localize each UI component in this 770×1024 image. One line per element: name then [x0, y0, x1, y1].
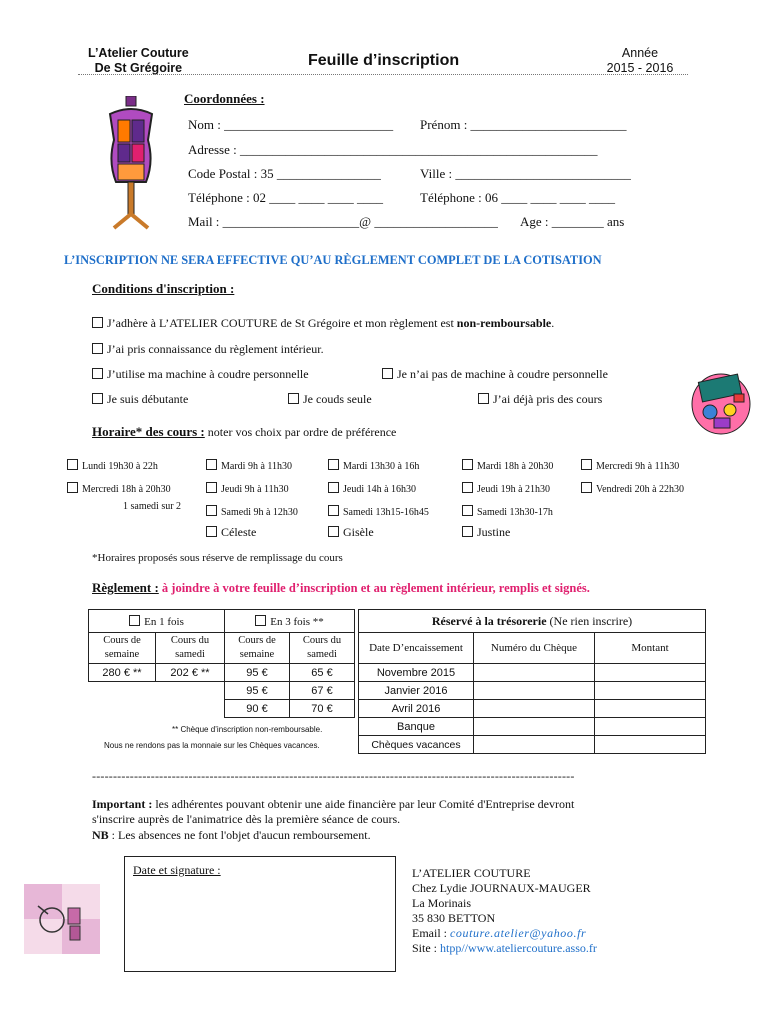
teacher-celeste[interactable]: [206, 525, 256, 540]
nb-text: : Les absences ne font l'objet d'aucun remboursement.: [108, 828, 371, 842]
reglement-text: à joindre à votre feuille d’inscription et au règlement intérieur, remplis et signés.: [158, 581, 590, 595]
horaire-heading: Horaire* des cours :: [92, 424, 205, 439]
price-3x-semaine: 95 €: [225, 664, 290, 682]
montant-cell: [595, 682, 706, 700]
col-semaine: Cours de semaine: [89, 633, 156, 664]
tresorerie-title-bold: Réservé à la trésorerie: [431, 613, 547, 628]
condition-deja-cours-text: J’ai déjà pris des cours: [493, 392, 603, 406]
slot-lundi[interactable]: [67, 459, 158, 472]
non-remboursable-text: non-remboursable: [456, 316, 552, 330]
important-text: les adhérentes pouvant obtenir une aide financière par leur Comité d'Entreprise devront: [152, 797, 575, 811]
telephone-fixe-field[interactable]: Téléphone : 02 ____ ____ ____ ____: [188, 190, 383, 205]
important-label: Important :: [92, 797, 153, 811]
teacher-label: Gisèle: [343, 525, 374, 539]
montant-cell: [595, 718, 706, 736]
checkbox[interactable]: [581, 482, 592, 493]
slot-mardi-13h30[interactable]: [328, 459, 419, 472]
slot-label: Mardi 9h à 11h30: [221, 461, 293, 472]
slot-mercredi-18h[interactable]: [67, 482, 171, 495]
mail-field[interactable]: Mail : _____________________@ ___________________: [188, 214, 498, 229]
checkbox[interactable]: [328, 526, 339, 537]
col-samedi-3x: Cours du samedi: [290, 633, 355, 664]
cheque-vacances-note: Nous ne rendons pas la monnaie sur les Chèques vacances.: [104, 741, 320, 750]
adresse-field[interactable]: Adresse : _______________________________________________________: [188, 142, 598, 157]
checkbox[interactable]: [67, 459, 78, 470]
checkbox[interactable]: [462, 526, 473, 537]
condition-machine-perso-text: J’utilise ma machine à coudre personnelle: [107, 367, 309, 381]
numero-cell: [474, 682, 595, 700]
tresorerie-table: [358, 609, 706, 754]
slot-label: Samedi 9h à 12h30: [221, 507, 298, 518]
condition-deja-cours[interactable]: [478, 392, 602, 407]
tresorerie-row-label: Banque: [359, 718, 474, 736]
ville-field[interactable]: Ville : ___________________________: [420, 166, 631, 181]
condition-debutante-text: Je suis débutante: [107, 392, 189, 406]
email-link[interactable]: couture.atelier@yahoo.fr: [450, 926, 587, 940]
prenom-field[interactable]: Prénom : ________________________: [420, 117, 627, 132]
col-montant: Montant: [595, 633, 706, 664]
slot-label: Mercredi 9h à 11h30: [596, 461, 680, 472]
horaire-subtitle: noter vos choix par ordre de préférence: [204, 425, 397, 439]
nb-line: [92, 828, 371, 843]
numero-cell: [474, 700, 595, 718]
payment-table: [88, 609, 355, 718]
nb-label: NB: [92, 828, 109, 842]
important-line-1: [92, 797, 574, 812]
checkbox[interactable]: [67, 482, 78, 493]
slot-label: Jeudi 19h à 21h30: [477, 484, 551, 495]
cheque-note: ** Chèque d’inscription non-remboursable.: [172, 725, 323, 734]
condition-no-machine[interactable]: [382, 367, 608, 382]
org-line-1: L’Atelier Couture: [88, 46, 189, 60]
teacher-label: Céleste: [221, 525, 257, 539]
teacher-gisele[interactable]: [328, 525, 374, 540]
contact-org: L’ATELIER COUTURE: [412, 866, 531, 880]
checkbox[interactable]: [328, 482, 339, 493]
price-1x-semaine: 280 € **: [89, 664, 156, 682]
contact-email-line: [412, 926, 597, 941]
tresorerie-title: [359, 610, 706, 633]
price-3x-samedi: 67 €: [290, 682, 355, 700]
price-3x-semaine: 90 €: [225, 700, 290, 718]
horaire-footnote: *Horaires proposés sous réserve de remplissage du cours: [92, 552, 343, 564]
coordonnees-heading: Coordonnées :: [184, 91, 265, 106]
checkbox[interactable]: [92, 343, 103, 354]
checkbox[interactable]: [328, 505, 339, 516]
checkbox[interactable]: [206, 526, 217, 537]
age-field[interactable]: Age : ________ ans: [520, 214, 625, 229]
checkbox[interactable]: [382, 368, 393, 379]
cut-line: -------------------------------------------------------------------------------------------------------------------: [92, 769, 575, 783]
slot-vendredi[interactable]: [581, 482, 684, 495]
checkbox[interactable]: [255, 615, 266, 626]
condition-adhesion[interactable]: [92, 316, 554, 331]
slot-mardi-18h[interactable]: [462, 459, 553, 472]
condition-reglement[interactable]: [92, 342, 324, 357]
condition-debutante[interactable]: [92, 392, 188, 407]
option-label: En 1 fois: [144, 615, 184, 628]
slot-samedi-13h30[interactable]: [462, 505, 553, 518]
tresorerie-title-rest: (Ne rien inscrire): [546, 613, 633, 628]
reglement-heading-line: [92, 580, 590, 596]
contact-site-line: [412, 941, 597, 956]
price-1x-samedi: 202 € **: [156, 664, 225, 682]
condition-couds-seule[interactable]: [288, 392, 372, 407]
slot-jeudi-19h[interactable]: [462, 482, 550, 495]
col-date: Date D’encaissement: [359, 633, 474, 664]
slot-jeudi-9h[interactable]: [206, 482, 289, 495]
teacher-label: Justine: [477, 525, 511, 539]
slot-label: Vendredi 20h à 22h30: [596, 484, 685, 495]
tresorerie-row-label: Janvier 2016: [359, 682, 474, 700]
nom-field[interactable]: Nom : __________________________: [188, 117, 394, 132]
code-postal-field[interactable]: Code Postal : 35 ________________: [188, 166, 381, 181]
checkbox[interactable]: [92, 368, 103, 379]
org-name: [88, 46, 189, 76]
option-label: En 3 fois **: [270, 615, 324, 628]
slot-samedi-9h[interactable]: [206, 505, 298, 518]
important-line-2: s'inscrire auprès de l'animatrice dès la première séance de cours.: [92, 812, 401, 826]
condition-adhesion-end: .: [551, 316, 555, 330]
tresorerie-row-label: Chèques vacances: [359, 736, 474, 754]
checkbox[interactable]: [92, 317, 103, 328]
mannequin-icon: [100, 96, 162, 232]
checkbox[interactable]: [206, 459, 217, 470]
montant-cell: [595, 700, 706, 718]
telephone-mobile-field[interactable]: Téléphone : 06 ____ ____ ____ ____: [420, 190, 615, 205]
slot-label: Samedi 13h15-16h45: [343, 507, 429, 518]
checkbox[interactable]: [206, 482, 217, 493]
condition-no-machine-text: Je n’ai pas de machine à coudre personnelle: [397, 367, 608, 381]
slot-label: Mardi 13h30 à 16h: [343, 461, 420, 472]
col-semaine-3x: Cours de semaine: [225, 633, 290, 664]
condition-machine-perso[interactable]: [92, 367, 309, 382]
tresorerie-row-label: Novembre 2015: [359, 664, 474, 682]
sewing-kit-icon: [690, 370, 752, 436]
slot-label: Mardi 18h à 20h30: [477, 461, 554, 472]
slot-label: Samedi 13h30-17h: [477, 507, 553, 518]
site-label: Site :: [412, 941, 441, 955]
checkbox[interactable]: [288, 393, 299, 404]
checkbox[interactable]: [462, 482, 473, 493]
checkbox[interactable]: [129, 615, 140, 626]
samedi-note: 1 samedi sur 2: [123, 501, 182, 512]
slot-label: Mercredi 18h à 20h30: [82, 484, 171, 495]
slot-label: Jeudi 9h à 11h30: [221, 484, 289, 495]
slot-label: Lundi 19h30 à 22h: [82, 461, 158, 472]
contact-address: La Morinais: [412, 896, 471, 910]
checkbox[interactable]: [462, 505, 473, 516]
slot-jeudi-14h[interactable]: [328, 482, 416, 495]
option-3-fois[interactable]: [225, 610, 355, 633]
numero-cell: [474, 736, 595, 754]
price-3x-semaine: 95 €: [225, 682, 290, 700]
inscription-notice: L’INSCRIPTION NE SERA EFFECTIVE QU’AU RÈGLEMENT COMPLET DE LA COTISATION: [64, 253, 602, 267]
slot-mercredi-9h[interactable]: [581, 459, 679, 472]
slot-mardi-9h[interactable]: [206, 459, 292, 472]
horaire-heading-line: [92, 424, 396, 440]
checkbox[interactable]: [478, 393, 489, 404]
tresorerie-row-label: Avril 2016: [359, 700, 474, 718]
reglement-heading: Règlement :: [92, 580, 159, 595]
montant-cell: [595, 736, 706, 754]
price-3x-samedi: 65 €: [290, 664, 355, 682]
sewing-illustration-icon: [24, 884, 100, 954]
signature-box[interactable]: [124, 856, 396, 972]
teacher-justine[interactable]: [462, 525, 510, 540]
header-divider: [78, 74, 688, 81]
checkbox[interactable]: [92, 393, 103, 404]
option-1-fois[interactable]: [89, 610, 225, 633]
condition-reglement-text: J’ai pris connaissance du règlement intérieur.: [107, 342, 324, 356]
year-label: Année: [621, 46, 659, 60]
checkbox[interactable]: [462, 459, 473, 470]
price-3x-samedi: 70 €: [290, 700, 355, 718]
page-title: Feuille d’inscription: [308, 52, 460, 69]
email-label: Email :: [412, 926, 450, 940]
checkbox[interactable]: [328, 459, 339, 470]
year-block: [600, 46, 680, 76]
signature-label: Date et signature :: [133, 863, 221, 877]
contact-city: 35 830 BETTON: [412, 911, 496, 925]
numero-cell: [474, 664, 595, 682]
contact-block: [412, 866, 597, 956]
col-numero: Numéro du Chèque: [474, 633, 595, 664]
checkbox[interactable]: [206, 505, 217, 516]
year-value: 2015 - 2016: [606, 61, 674, 75]
montant-cell: [595, 664, 706, 682]
checkbox[interactable]: [581, 459, 592, 470]
condition-adhesion-text: J’adhère à L’ATELIER COUTURE de St Grégoire et mon règlement est: [107, 316, 457, 330]
col-samedi: Cours du samedi: [156, 633, 225, 664]
site-link[interactable]: htpp//www.ateliercouture.asso.fr: [440, 941, 597, 955]
slot-label: Jeudi 14h à 16h30: [343, 484, 417, 495]
contact-name: Chez Lydie JOURNAUX-MAUGER: [412, 881, 591, 895]
org-line-2: De St Grégoire: [94, 61, 183, 75]
numero-cell: [474, 718, 595, 736]
conditions-heading: Conditions d'inscription :: [92, 281, 235, 296]
condition-couds-seule-text: Je couds seule: [303, 392, 372, 406]
slot-samedi-13h15[interactable]: [328, 505, 429, 518]
